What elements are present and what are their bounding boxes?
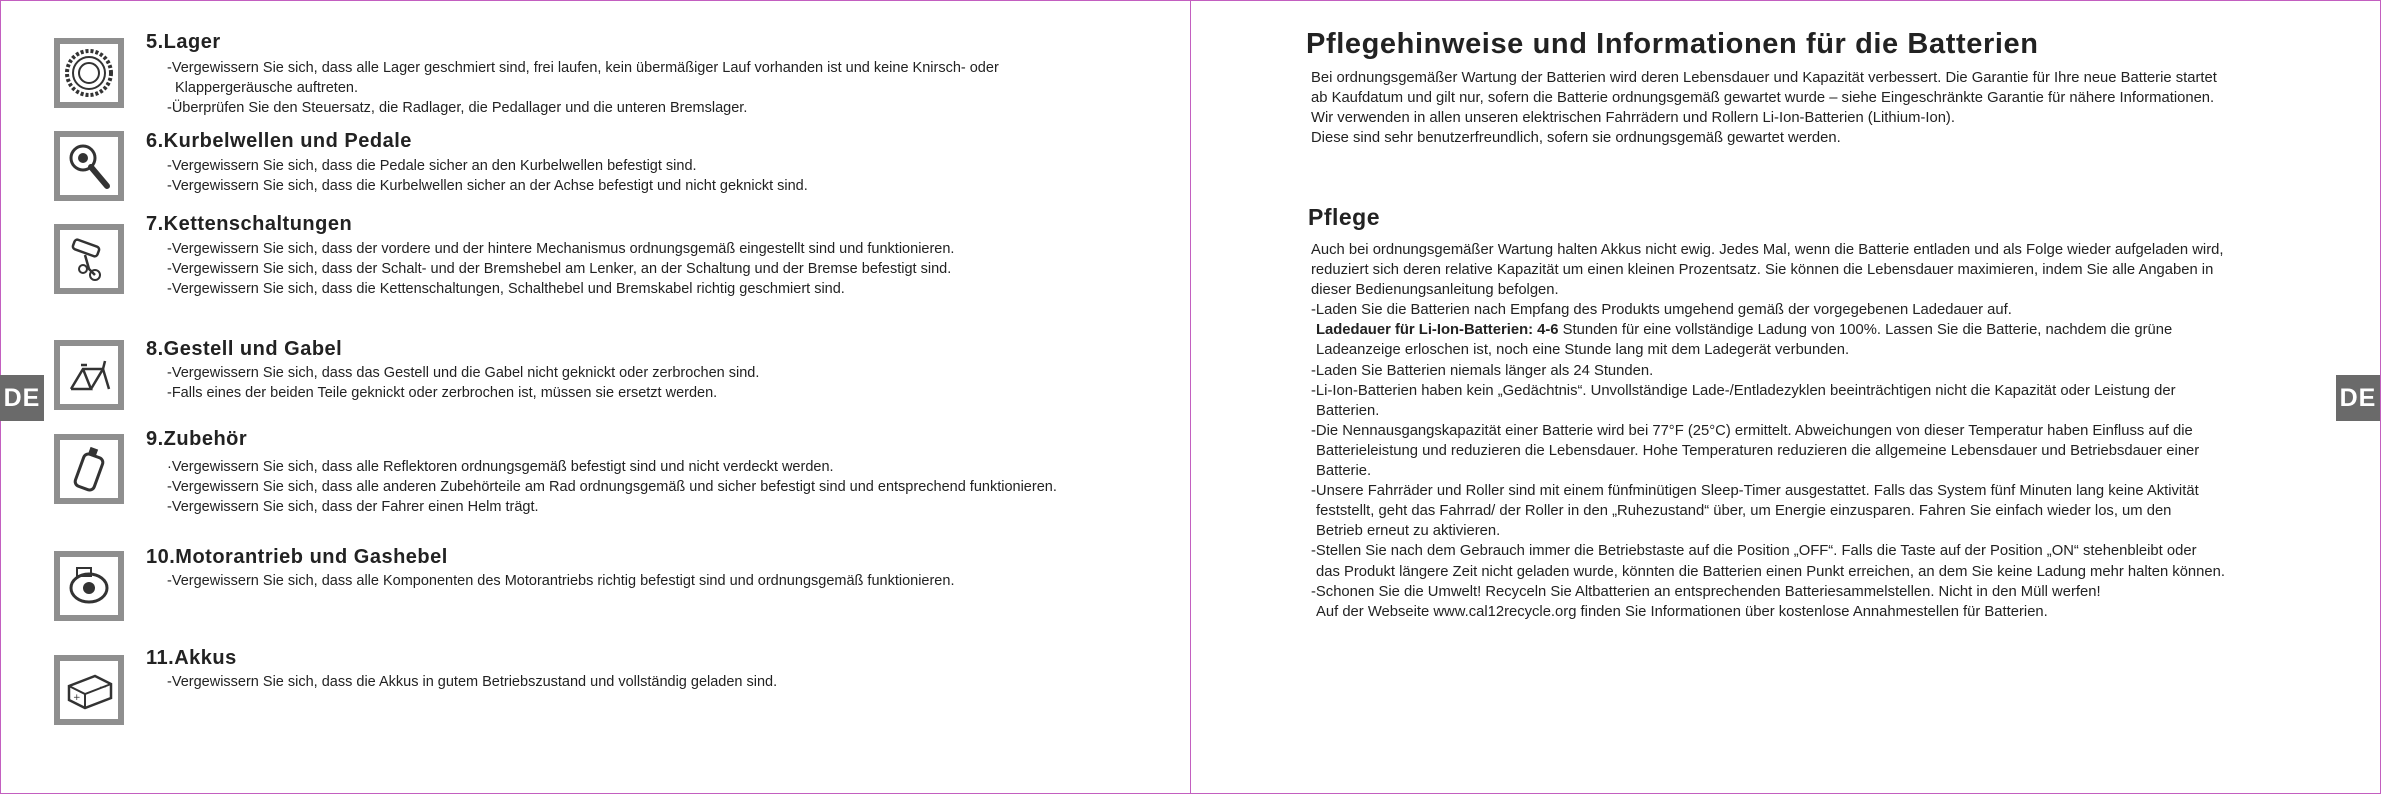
motor-icon bbox=[54, 551, 124, 621]
section-title-zubehoer: 9.Zubehör bbox=[146, 428, 248, 450]
battery-icon bbox=[54, 655, 124, 725]
section-title-kettenschaltungen: 7.Kettenschaltungen bbox=[146, 213, 353, 235]
svg-text:−: − bbox=[99, 683, 107, 693]
section-text-akkus: -Vergewissern Sie sich, dass die Akkus in gutem Betriebszustand und vollständig geladen sind. bbox=[167, 674, 778, 690]
crank-pedal-icon bbox=[54, 131, 124, 201]
section-text-gestell: -Vergewissern Sie sich, dass das Gestell und die Gabel nicht geknickt oder zerbrochen sind. -Falls eines der beiden Teile geknickt oder zerbrochen ist, müssen sie ersetzt werden. bbox=[167, 365, 760, 401]
language-tab-left: DE bbox=[0, 375, 44, 421]
care-text: Auch bei ordnungsgemäßer Wartung halten Akkus nicht ewig. Jedes Mal, wenn die Batterie entladen und als Folge wieder aufgeladen wird, reduziert sich deren relative Kapazität um einen kleinen Prozentsatz. Sie können die Lebensdauer maximieren, indem Sie alle Angaben in dieser Bedienungsanleitung befolgen. -Laden Sie die Batterien nach Empfang des Produkts umgehend gemäß der vorgegebenen Ladedauer auf. Ladedauer für Li-Ion-Batterien: 4-6 Stunden für eine vollständige Ladung von 100%. Lassen Sie die Batterie, nachdem die grüne Ladeanzeige erloschen ist, noch eine Stunde lang mit dem Ladegerät verbunden. -Laden Sie Batterien niemals länger als 24 Stunden. -Li-Ion-Batterien haben kein „Gedächtnis“. Unvollständige Lade-/Entladezyklen beeinträchtigen nicht die Kapazität oder Leistung der Batterien. -Die Nennausgangskapazität einer Batterie wird bei 77°F (25°C) ermittelt. Abweichungen von dieser Temperatur haben Einfluss auf die Batterieleistung und reduzieren die Lebensdauer. Hohe Temperaturen reduzieren die allgemeine Lebensdauer und Betriebsdauer einer Batterie. -Unsere Fahrräder und Roller sind mit einem fünfminütigen Sleep-Timer ausgestattet. Falls das System fünf Minuten lang keine Aktivität feststellt, geht das Fahrrad/ der Roller in den „Ruhezustand“ über, um Energie einzusparen. Fahren Sie einfach wieder los, um den Betrieb erneut zu aktivieren. -Stellen Sie nach dem Gebrauch immer die Betriebstaste auf die Position „OFF“. Falls die Taste auf der Position „ON“ stehenbleibt oder das Produkt längere Zeit nicht geladen wurde, könnten die Batterien einen Punkt erreichen, an dem Sie keine Ladung mehr halten können. -Schonen Sie die Umwelt! Recyceln Sie Altbatterien an entsprechenden Batteriesammelstellen. Nicht in den Müll werfen! Auf der Webseite www.cal12recycle.org finden Sie Informationen über kostenlose Annahmestellen für Batterien. bbox=[1311, 242, 2225, 620]
charge-time-text: Stunden für eine vollständige Ladung von 100%. Lassen Sie die Batterie, nachdem die grüne bbox=[1558, 322, 2173, 339]
water-bottle-icon bbox=[54, 434, 124, 504]
section-text-zubehoer: ·Vergewissern Sie sich, dass alle Reflektoren ordnungsgemäß befestigt sind und nicht verdeckt werden. -Vergewissern Sie sich, dass alle anderen Zubehörteile am Rad ordnungsgemäß und sicher befestigt sind und entsprechend funktionieren. -Vergewissern Sie sich, dass der Fahrer einen Helm trägt. bbox=[167, 459, 1057, 515]
charge-time-label: Ladedauer für Li-Ion-Batterien: 4-6 bbox=[1316, 322, 1559, 339]
section-text-lager: -Vergewissern Sie sich, dass alle Lager geschmiert sind, frei laufen, kein übermäßiger Lauf vorhanden ist und keine Knirsch- oder Klappergeräusche auftreten. -Überprüfen Sie den Steuersatz, die Radlager, die Pedallager und die unteren Bremslager. bbox=[167, 60, 999, 116]
section-title-motorantrieb: 10.Motorantrieb und Gashebel bbox=[146, 546, 448, 568]
page-title: Pflegehinweise und Informationen für die Batterien bbox=[1306, 28, 2039, 60]
section-text-kettenschaltungen: -Vergewissern Sie sich, dass der vordere und der hintere Mechanismus ordnungsgemäß eingestellt sind und funktionieren. -Vergewissern Sie sich, dass der Schalt- und der Bremshebel am Lenker, an der Schaltung und der Bremse befestigt sind. -Vergewissern Sie sich, dass die Kettenschaltungen, Schalthebel und Bremskabel richtig geschmiert sind. bbox=[167, 241, 955, 297]
section-title-pflege: Pflege bbox=[1308, 204, 1381, 230]
page-divider bbox=[1190, 0, 1191, 794]
section-title-lager: 5.Lager bbox=[146, 31, 221, 53]
intro-text: Bei ordnungsgemäßer Wartung der Batterien wird deren Lebensdauer und Kapazität verbessert. Die Garantie für Ihre neue Batterie startet ab Kaufdatum und gilt nur, sofern die Batterie ordnungsgemäß gewartet wurde – siehe Eingeschränkte Garantie für nähere Informationen. Wir verwenden in allen unseren elektrischen Fahrrädern und Rollern Li-Ion-Batterien (Lithium-Ion). Diese sind sehr benutzerfreundlich, sofern sie ordnungsgemäß gewartet werden. bbox=[1311, 70, 2217, 147]
derailleur-icon bbox=[54, 224, 124, 294]
language-tab-right: DE bbox=[2336, 375, 2380, 421]
section-text-motorantrieb: -Vergewissern Sie sich, dass alle Komponenten des Motorantriebs richtig befestigt sind und ordnungsgemäß funktionieren. bbox=[167, 573, 955, 589]
bearing-icon bbox=[54, 38, 124, 108]
section-title-kurbelwellen: 6.Kurbelwellen und Pedale bbox=[146, 130, 412, 152]
section-text-kurbelwellen: -Vergewissern Sie sich, dass die Pedale sicher an den Kurbelwellen befestigt sind. -Vergewissern Sie sich, dass die Kurbelwellen sicher an der Achse befestigt und nicht geknickt sind. bbox=[167, 158, 808, 194]
bike-frame-icon bbox=[54, 340, 124, 410]
section-title-gestell: 8.Gestell und Gabel bbox=[146, 338, 343, 360]
section-title-akkus: 11.Akkus bbox=[146, 647, 237, 669]
svg-text:+: + bbox=[73, 693, 81, 703]
